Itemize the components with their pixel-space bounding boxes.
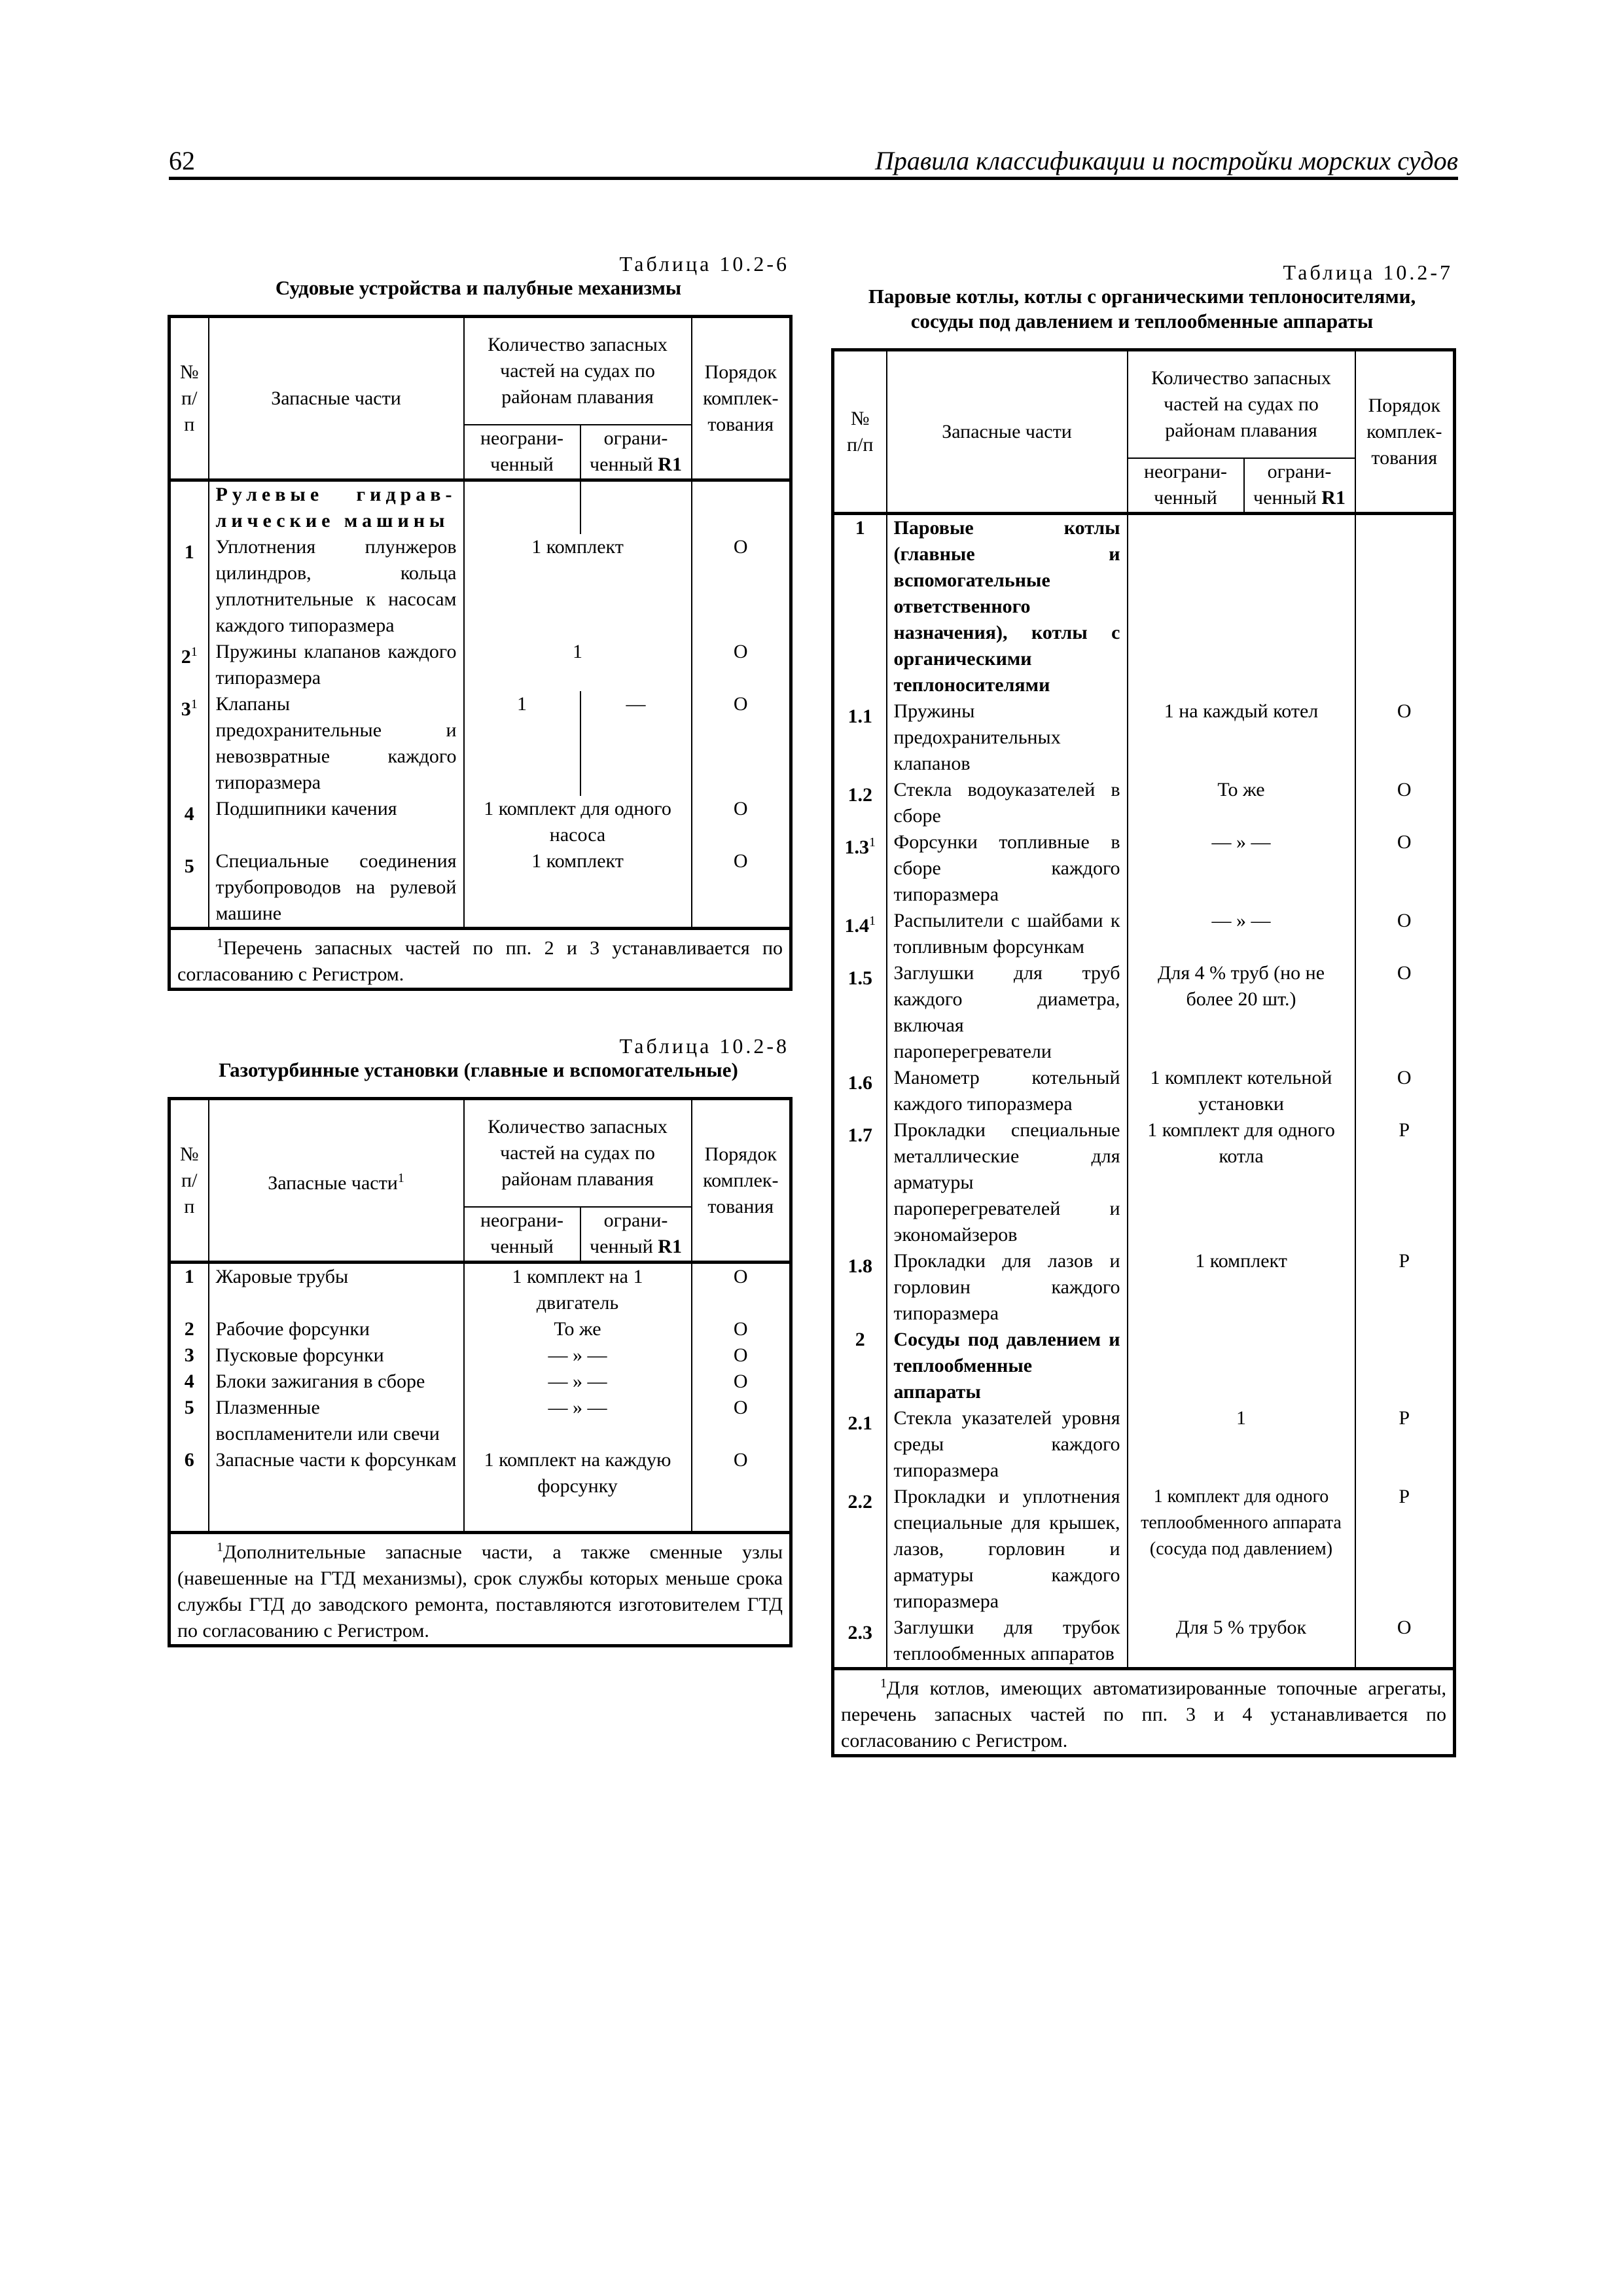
table-row: 2 Рабочие форсунки То же О bbox=[169, 1316, 791, 1342]
table-title: Судовые устройства и палубные механизмы bbox=[275, 276, 682, 299]
col-header-part: Запасные части$^1$ bbox=[209, 1099, 464, 1263]
spare-parts-table bbox=[168, 315, 793, 991]
col-header-unlimited: неограни-ченный bbox=[464, 1207, 580, 1263]
table-row: 2 Сосуды под давлением и теплообменные аппараты bbox=[833, 1327, 1455, 1405]
table-row: 2.1 Стекла указателей уровня среды каждого типоразмера 1 Р bbox=[833, 1405, 1455, 1484]
spare-parts-table bbox=[831, 348, 1456, 1757]
table-label: Таблица 10.2-7 bbox=[1283, 260, 1453, 284]
table-row: 5 Плазменные воспламенители или свечи — » — О bbox=[169, 1395, 791, 1447]
table-row: 1.6 Манометр котельный каждого типоразмера 1 комплект котельной установки О bbox=[833, 1065, 1455, 1117]
col-header-limited: ограни-ченный R1 bbox=[580, 425, 692, 480]
table-row: 2.2 Прокладки и уплотнения специальные для крышек, лазов, горловин и арматуры каждого типоразмера 1 комплект для одного теплообменного аппарата (сосуда под давлением) Р bbox=[833, 1484, 1455, 1615]
table-10-2-6 bbox=[168, 252, 789, 991]
col-header-qty: Количество запасных частей на судах по районам плавания bbox=[464, 1099, 692, 1207]
table-row: 3 Пусковые форсунки — » — О bbox=[169, 1342, 791, 1369]
col-header-num: № п/п bbox=[169, 317, 209, 480]
spare-parts-table bbox=[168, 1097, 793, 1647]
page-number: 62 bbox=[169, 146, 195, 175]
col-header-part: Запасные части bbox=[209, 317, 464, 480]
col-header-qty: Количество запасных частей на судах по районам плавания bbox=[464, 317, 692, 425]
col-header-part: Запасные части bbox=[887, 350, 1128, 514]
table-row: 4 Подшипники качения 1 комплект для одного насоса О bbox=[169, 796, 791, 848]
col-header-unlimited: неограни-ченный bbox=[1128, 458, 1244, 514]
table-row: 1.7 Прокладки специальные металлические для арматуры пароперегревателей и экономайзеров 1 комплект для одного котла Р bbox=[833, 1117, 1455, 1248]
col-header-limited: ограни-ченный R1 bbox=[1244, 458, 1355, 514]
table-row: 1 Жаровые трубы 1 комплект на 1 двигатель О bbox=[169, 1263, 791, 1317]
table-title: Газотурбинные установки (главные и вспомогательные) bbox=[219, 1058, 738, 1081]
table-label: Таблица 10.2-6 bbox=[619, 252, 789, 276]
table-label: Таблица 10.2-8 bbox=[619, 1034, 789, 1058]
col-header-limited: ограни-ченный R1 bbox=[580, 1207, 692, 1263]
table-row: $3^1$ Клапаны предохранительные и невозвратные каждого типоразмера 1 — О bbox=[169, 691, 791, 796]
table-row: 1.8 Прокладки для лазов и горловин каждого типоразмера 1 комплект Р bbox=[833, 1248, 1455, 1327]
table-row: $2^1$ Пружины клапанов каждого типоразмера 1 О bbox=[169, 639, 791, 691]
table-footnote: $^1$Перечень запасных частей по пп. 2 и 3 устанавливается по согласованию с Регистром. bbox=[169, 929, 791, 990]
table-10-2-7 bbox=[831, 260, 1453, 1757]
col-header-unlimited: неограни-ченный bbox=[464, 425, 580, 480]
header-rule bbox=[169, 177, 1458, 180]
running-title: Правила классификации и постройки морских судов bbox=[874, 146, 1458, 175]
table-row: 1.5 Заглушки для труб каждого диаметра, включая пароперегреватели Для 4 % труб (но не более 20 шт.) О bbox=[833, 960, 1455, 1065]
table-row: 1.1 Пружины предохранительных клапанов 1 на каждый котел О bbox=[833, 698, 1455, 777]
table-row: 2.3 Заглушки для трубок теплообменных аппаратов Для 5 % трубок О bbox=[833, 1615, 1455, 1669]
table-row: $1.3^1$ Форсунки топливные в сборе каждого типоразмера — » — О bbox=[833, 829, 1455, 908]
table-title: Паровые котлы, котлы с органическими теплоносителями, сосуды под давлением и теплообменные аппараты bbox=[868, 285, 1416, 332]
table-row: 6 Запасные части к форсункам 1 комплект на каждую форсунку О bbox=[169, 1447, 791, 1532]
col-header-order: Порядок комплек-тования bbox=[1355, 350, 1455, 514]
col-header-order: Порядок комплек-тования bbox=[692, 1099, 791, 1263]
table-row: 1 Уплотнения плунжеров цилиндров, кольца уплотнительные к насосам каждого типоразмера 1 комплект О bbox=[169, 534, 791, 639]
table-row: 1.2 Стекла водоуказателей в сборе То же О bbox=[833, 777, 1455, 829]
section-heading: Рулевые гидрав-лические машины bbox=[209, 480, 464, 535]
col-header-num: № п/п bbox=[169, 1099, 209, 1263]
table-row: $1.4^1$ Распылители с шайбами к топливным форсункам — » — О bbox=[833, 908, 1455, 960]
table-footnote: $^1$Дополнительные запасные части, а также сменные узлы (навешенные на ГТД механизмы), срок службы которых меньше срока службы ГТД до заводского ремонта, поставляются изготовителем ГТД по согласованию с Регистром. bbox=[169, 1532, 791, 1645]
table-10-2-8 bbox=[168, 1034, 789, 1647]
table-row: 4 Блоки зажигания в сборе — » — О bbox=[169, 1369, 791, 1395]
col-header-qty: Количество запасных частей на судах по районам плавания bbox=[1128, 350, 1355, 458]
table-row: 1 Паровые котлы (главные и вспомогательные ответственного назначения), котлы с органическими теплоносителями bbox=[833, 514, 1455, 699]
col-header-order: Порядок комплек-тования bbox=[692, 317, 791, 480]
table-footnote: $^1$Для котлов, имеющих автоматизированные топочные агрегаты, перечень запасных частей по пп. 3 и 4 устанавливается по согласованию с Регистром. bbox=[833, 1669, 1455, 1756]
table-row: 5 Специальные соединения трубопроводов на рулевой машине 1 комплект О bbox=[169, 848, 791, 929]
col-header-num: № п/п bbox=[833, 350, 887, 514]
